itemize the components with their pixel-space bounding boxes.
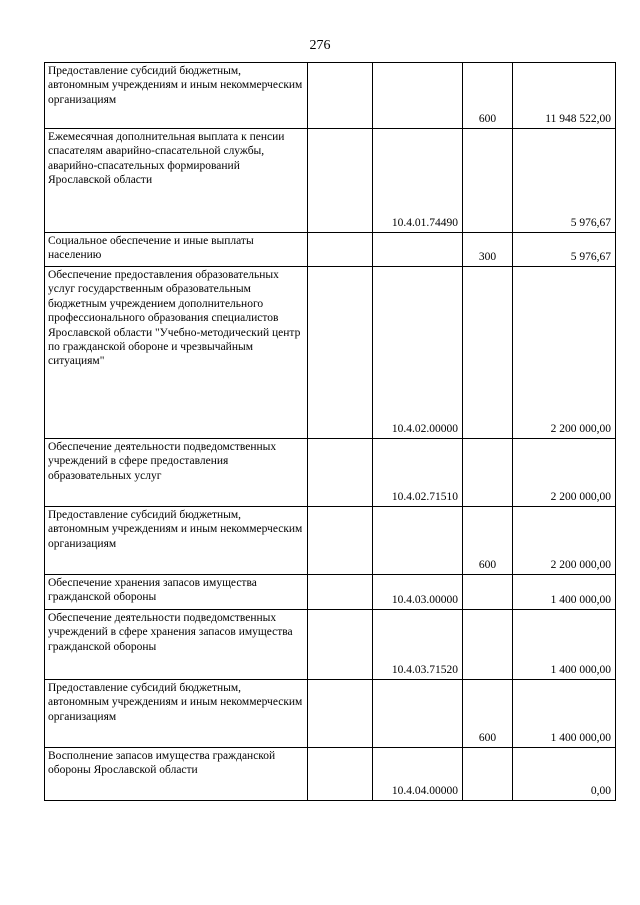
blank-cell: [308, 63, 373, 129]
amount-cell: 5 976,67: [513, 233, 616, 267]
target-code-cell: [373, 233, 463, 267]
expense-type-cell: 300: [463, 233, 513, 267]
expense-type-cell: [463, 575, 513, 610]
budget-table: [44, 62, 616, 801]
table-row: [45, 267, 616, 439]
amount-cell: 0,00: [513, 748, 616, 801]
blank-cell: [308, 233, 373, 267]
blank-cell: [308, 507, 373, 575]
amount-cell: 5 976,67: [513, 129, 616, 233]
amount-cell: 11 948 522,00: [513, 63, 616, 129]
row-name-cell: Обеспечение деятельности подведомственных учреждений в сфере хранения запасов имущества гражданской обороны: [45, 610, 308, 680]
expense-type-cell: [463, 129, 513, 233]
blank-cell: [308, 575, 373, 610]
amount-cell: 2 200 000,00: [513, 267, 616, 439]
target-code-cell: 10.4.01.74490: [373, 129, 463, 233]
row-name-cell: Обеспечение хранения запасов имущества гражданской обороны: [45, 575, 308, 610]
expense-type-cell: [463, 610, 513, 680]
amount-cell: 1 400 000,00: [513, 680, 616, 748]
expense-type-cell: [463, 267, 513, 439]
blank-cell: [308, 680, 373, 748]
row-name-cell: Предоставление субсидий бюджетным, автономным учреждениям и иным некоммерческим организациям: [45, 680, 308, 748]
amount-cell: 2 200 000,00: [513, 507, 616, 575]
row-name-cell: Предоставление субсидий бюджетным, автономным учреждениям и иным некоммерческим организациям: [45, 507, 308, 575]
target-code-cell: [373, 63, 463, 129]
amount-cell: 1 400 000,00: [513, 575, 616, 610]
target-code-cell: 10.4.03.00000: [373, 575, 463, 610]
table-row: [45, 63, 616, 129]
blank-cell: [308, 439, 373, 507]
table-row: [45, 129, 616, 233]
target-code-cell: [373, 680, 463, 748]
table-row: [45, 575, 616, 610]
row-name-cell: Ежемесячная дополнительная выплата к пенсии спасателям аварийно-спасательной службы, аварийно-спасательных формирований Ярославской области: [45, 129, 308, 233]
blank-cell: [308, 129, 373, 233]
table-row: [45, 748, 616, 801]
blank-cell: [308, 267, 373, 439]
table-row: [45, 680, 616, 748]
blank-cell: [308, 748, 373, 801]
row-name-cell: Предоставление субсидий бюджетным, автономным учреждениям и иным некоммерческим организациям: [45, 63, 308, 129]
expense-type-cell: [463, 439, 513, 507]
table-row: [45, 507, 616, 575]
target-code-cell: [373, 507, 463, 575]
amount-cell: 2 200 000,00: [513, 439, 616, 507]
expense-type-cell: 600: [463, 680, 513, 748]
target-code-cell: 10.4.04.00000: [373, 748, 463, 801]
page-number: 276: [309, 38, 331, 53]
expense-type-cell: 600: [463, 507, 513, 575]
expense-type-cell: 600: [463, 63, 513, 129]
target-code-cell: 10.4.02.00000: [373, 267, 463, 439]
table-row: [45, 233, 616, 267]
row-name-cell: Обеспечение деятельности подведомственных учреждений в сфере предоставления образовательных услуг: [45, 439, 308, 507]
table-row: [45, 439, 616, 507]
expense-type-cell: [463, 748, 513, 801]
blank-cell: [308, 610, 373, 680]
target-code-cell: 10.4.02.71510: [373, 439, 463, 507]
table-row: [45, 610, 616, 680]
target-code-cell: 10.4.03.71520: [373, 610, 463, 680]
row-name-cell: Социальное обеспечение и иные выплаты населению: [45, 233, 308, 267]
row-name-cell: Обеспечение предоставления образовательных услуг государственным образовательным бюджетным учреждением дополнительного профессионального образования специалистов Ярославской области "Учебно-методический центр по гражданской обороне и чрезвычайным ситуациям": [45, 267, 308, 439]
amount-cell: 1 400 000,00: [513, 610, 616, 680]
row-name-cell: Восполнение запасов имущества гражданской обороны Ярославской области: [45, 748, 308, 801]
